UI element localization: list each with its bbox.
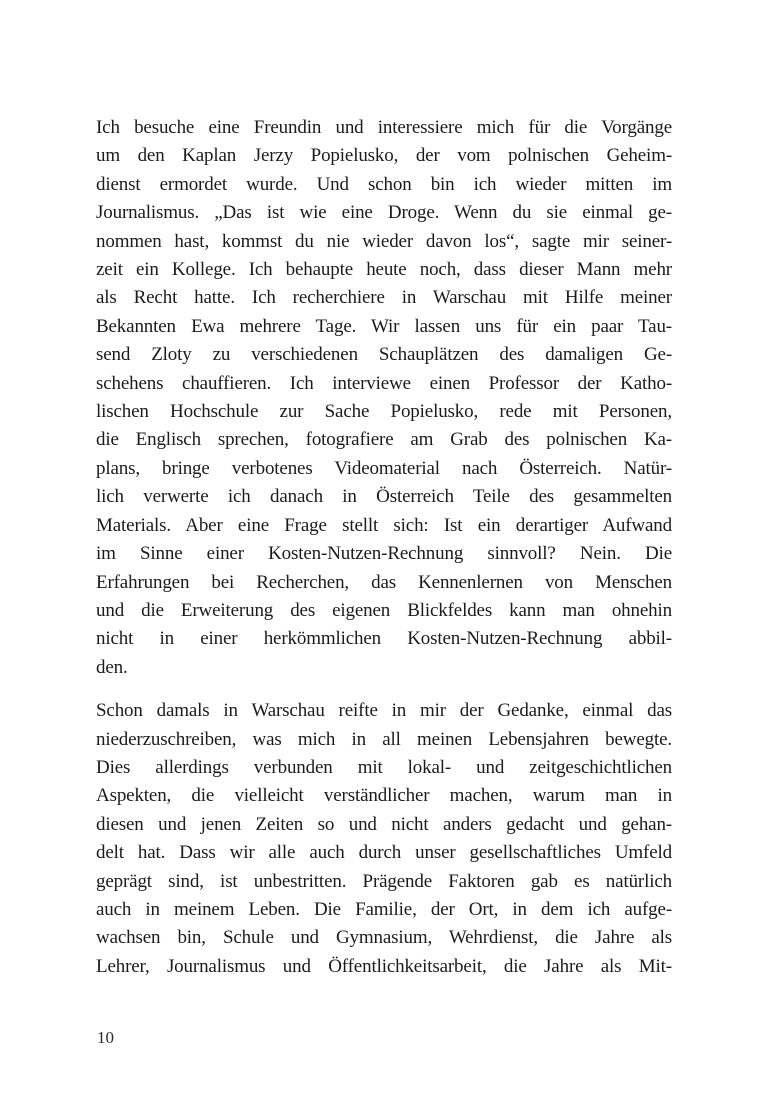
- text-line: Aspekten, die vielleicht verständlicher machen, warum man in: [96, 785, 672, 807]
- paragraph: [96, 114, 672, 682]
- text-line: um den Kaplan Jerzy Popielusko, der vom polnischen Geheim-: [96, 145, 672, 167]
- text-line: zeit ein Kollege. Ich behaupte heute noch, dass dieser Mann mehr: [96, 259, 672, 281]
- text-block: [96, 114, 672, 981]
- text-line: schehens chauffieren. Ich interviewe einen Professor der Katho-: [96, 372, 672, 394]
- text-line: geprägt sind, ist unbestritten. Prägende Faktoren gab es natürlich: [96, 870, 672, 892]
- text-line: Schon damals in Warschau reifte in mir der Gedanke, einmal das: [96, 700, 672, 722]
- text-line: Dies allerdings verbunden mit lokal- und zeitgeschichtlichen: [96, 756, 672, 778]
- text-line: auch in meinem Leben. Die Familie, der Ort, in dem ich aufge-: [96, 898, 672, 920]
- text-line: Lehrer, Journalismus und Öffentlichkeitsarbeit, die Jahre als Mit-: [96, 955, 672, 977]
- text-line: im Sinne einer Kosten-Nutzen-Rechnung sinnvoll? Nein. Die: [96, 543, 672, 565]
- text-line: nommen hast, kommst du nie wieder davon los“, sagte mir seiner-: [96, 230, 672, 252]
- paragraph: [96, 697, 672, 981]
- text-line: Ich besuche eine Freundin und interessiere mich für die Vorgänge: [96, 117, 672, 138]
- text-line: lischen Hochschule zur Sache Popielusko, rede mit Personen,: [96, 401, 672, 423]
- text-line: dienst ermordet wurde. Und schon bin ich wieder mitten im: [96, 173, 672, 195]
- text-line: diesen und jenen Zeiten so und nicht anders gedacht und gehan-: [96, 813, 672, 835]
- text-line: send Zloty zu verschiedenen Schauplätzen des damaligen Ge-: [96, 344, 672, 366]
- text-line: die Englisch sprechen, fotografiere am Grab des polnischen Ka-: [96, 429, 672, 451]
- text-line: Erfahrungen bei Recherchen, das Kennenlernen von Menschen: [96, 571, 672, 593]
- text-line: nicht in einer herkömmlichen Kosten-Nutzen-Rechnung abbil-: [96, 628, 672, 650]
- text-line: Materials. Aber eine Frage stellt sich: Ist ein derartiger Aufwand: [96, 514, 672, 536]
- page-number: 10: [97, 1028, 114, 1047]
- text-line: niederzuschreiben, was mich in all meinen Lebensjahren bewegte.: [96, 728, 672, 750]
- text-line: lich verwerte ich danach in Österreich Teile des gesammelten: [96, 486, 672, 508]
- text-line: Journalismus. „Das ist wie eine Droge. Wenn du sie einmal ge-: [96, 202, 672, 224]
- text-line: Bekannten Ewa mehrere Tage. Wir lassen uns für ein paar Tau-: [96, 315, 672, 337]
- text-line: und die Erweiterung des eigenen Blickfeldes kann man ohnehin: [96, 599, 672, 621]
- text-line: als Recht hatte. Ich recherchiere in Warschau mit Hilfe meiner: [96, 287, 672, 309]
- text-line: plans, bringe verbotenes Videomaterial nach Österreich. Natür-: [96, 457, 672, 479]
- text-line: wachsen bin, Schule und Gymnasium, Wehrdienst, die Jahre als: [96, 927, 672, 949]
- text-line: den.: [96, 656, 128, 678]
- text-line: delt hat. Dass wir alle auch durch unser gesellschaftliches Umfeld: [96, 842, 672, 864]
